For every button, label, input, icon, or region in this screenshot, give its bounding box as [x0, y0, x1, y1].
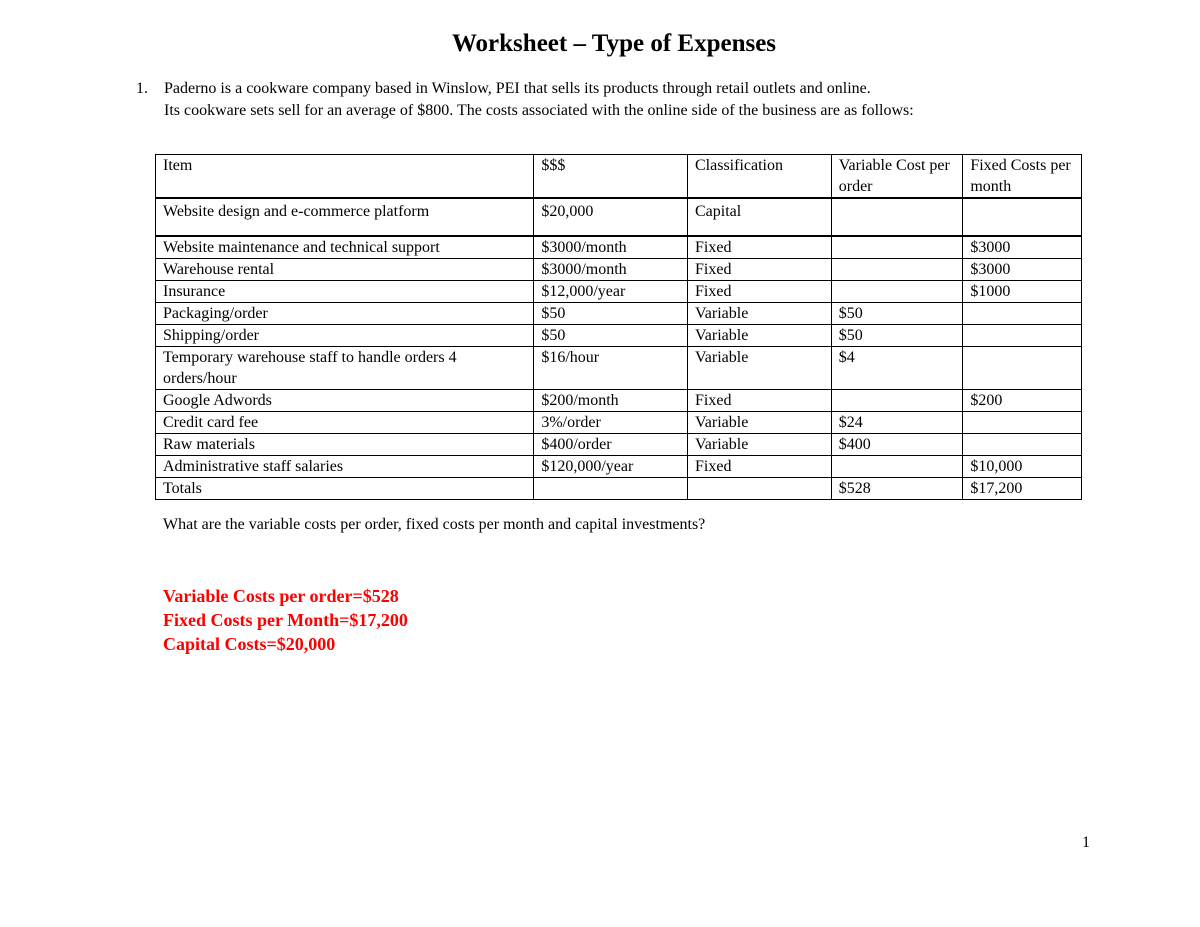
- cell-variable-cost: [831, 281, 963, 303]
- cell-classification: Variable: [688, 434, 832, 456]
- cell-amount: $20,000: [534, 198, 688, 236]
- cell-classification: Variable: [688, 325, 832, 347]
- question-line-2: Its cookware sets sell for an average of $800. The costs associated with the online side of the business are as follows:: [164, 102, 914, 119]
- cell-fixed-cost: $3000: [963, 236, 1082, 259]
- table-row: [156, 456, 1082, 478]
- header-fixed-cost: Fixed Costs per month: [963, 155, 1082, 199]
- cell-fixed-cost: $200: [963, 390, 1082, 412]
- cell-amount: $50: [534, 325, 688, 347]
- cell-fixed-cost: [963, 198, 1082, 236]
- cell-classification: Variable: [688, 412, 832, 434]
- cell-item: Warehouse rental: [156, 259, 534, 281]
- answer-variable-costs: Variable Costs per order=$528: [163, 586, 399, 606]
- cell-item: Website maintenance and technical support: [156, 236, 534, 259]
- cell-amount: $3000/month: [534, 259, 688, 281]
- cell-classification: Variable: [688, 303, 832, 325]
- cell-fixed-cost: $1000: [963, 281, 1082, 303]
- table-row: [156, 412, 1082, 434]
- cell-variable-cost: [831, 259, 963, 281]
- cell-classification: Variable: [688, 347, 832, 390]
- table-header-row: [156, 155, 1082, 199]
- cell-variable-cost: [831, 198, 963, 236]
- header-variable-cost: Variable Cost per order: [831, 155, 963, 199]
- header-amount: $$$: [534, 155, 688, 199]
- header-classification: Classification: [688, 155, 832, 199]
- cell-fixed-cost: [963, 434, 1082, 456]
- cell-variable-cost: [831, 456, 963, 478]
- cell-classification: Capital: [688, 198, 832, 236]
- table-row: [156, 347, 1082, 390]
- cell-amount: $12,000/year: [534, 281, 688, 303]
- cell-amount: $200/month: [534, 390, 688, 412]
- cell-variable-cost: $4: [831, 347, 963, 390]
- table-row: [156, 236, 1082, 259]
- expenses-table: [155, 154, 1082, 500]
- cell-amount: $16/hour: [534, 347, 688, 390]
- table-row: [156, 434, 1082, 456]
- cell-item: Totals: [156, 478, 534, 500]
- cell-variable-cost: $24: [831, 412, 963, 434]
- cell-amount: $3000/month: [534, 236, 688, 259]
- page-number: 1: [1082, 834, 1090, 851]
- cell-fixed-cost: [963, 347, 1082, 390]
- cell-fixed-cost: $3000: [963, 259, 1082, 281]
- totals-row: [156, 478, 1082, 500]
- cell-amount: $50: [534, 303, 688, 325]
- cell-item: Credit card fee: [156, 412, 534, 434]
- cell-classification: Fixed: [688, 259, 832, 281]
- answers: [163, 584, 408, 656]
- cell-classification: [688, 478, 832, 500]
- cell-item: Insurance: [156, 281, 534, 303]
- header-item: Item: [156, 155, 534, 199]
- cell-classification: Fixed: [688, 390, 832, 412]
- cell-fixed-cost-total: $17,200: [963, 478, 1082, 500]
- cell-variable-cost-total: $528: [831, 478, 963, 500]
- cell-amount: $400/order: [534, 434, 688, 456]
- table-row: [156, 390, 1082, 412]
- followup-question: What are the variable costs per order, fixed costs per month and capital investments?: [163, 516, 706, 533]
- cell-fixed-cost: $10,000: [963, 456, 1082, 478]
- cell-variable-cost: [831, 236, 963, 259]
- cell-amount: [534, 478, 688, 500]
- cell-variable-cost: $50: [831, 325, 963, 347]
- answer-capital-costs: Capital Costs=$20,000: [163, 634, 336, 654]
- question-text: [164, 78, 914, 122]
- cell-fixed-cost: [963, 325, 1082, 347]
- cell-item: Raw materials: [156, 434, 534, 456]
- table-row: [156, 259, 1082, 281]
- cell-classification: Fixed: [688, 236, 832, 259]
- table-row: [156, 325, 1082, 347]
- cell-amount: $120,000/year: [534, 456, 688, 478]
- answer-fixed-costs: Fixed Costs per Month=$17,200: [163, 610, 408, 630]
- cell-item: Temporary warehouse staff to handle orders 4 orders/hour: [156, 347, 534, 390]
- cell-variable-cost: $400: [831, 434, 963, 456]
- question-number: 1.: [136, 80, 148, 97]
- cell-fixed-cost: [963, 412, 1082, 434]
- question-line-1: Paderno is a cookware company based in Winslow, PEI that sells its products through retail outlets and online.: [164, 80, 871, 97]
- cell-item: Google Adwords: [156, 390, 534, 412]
- cell-classification: Fixed: [688, 281, 832, 303]
- cell-item: Administrative staff salaries: [156, 456, 534, 478]
- cell-item: Shipping/order: [156, 325, 534, 347]
- cell-item: Packaging/order: [156, 303, 534, 325]
- cell-variable-cost: [831, 390, 963, 412]
- cell-variable-cost: $50: [831, 303, 963, 325]
- cell-amount: 3%/order: [534, 412, 688, 434]
- table-row: [156, 303, 1082, 325]
- cell-fixed-cost: [963, 303, 1082, 325]
- table-row: [156, 281, 1082, 303]
- table-row: [156, 198, 1082, 236]
- worksheet-title: Worksheet – Type of Expenses: [451, 30, 777, 57]
- cell-classification: Fixed: [688, 456, 832, 478]
- cell-item: Website design and e-commerce platform: [156, 198, 534, 236]
